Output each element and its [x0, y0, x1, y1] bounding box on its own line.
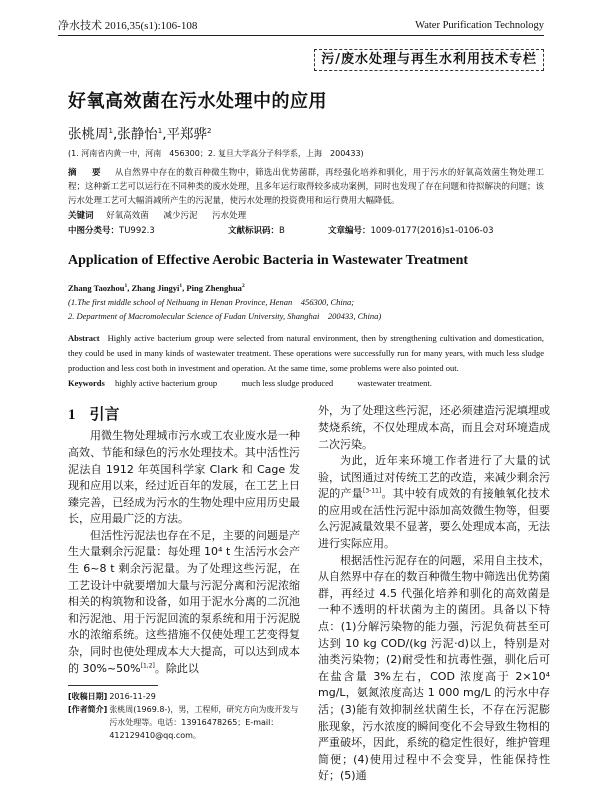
author-sup: 1 [108, 127, 113, 135]
abstract-en [58, 331, 544, 376]
section-heading [68, 403, 300, 426]
citation-ref: [3-11] [363, 487, 382, 495]
paragraph-text: 但活性污泥法也存在不足，主要的问题是产生大量剩余污泥量：每处理 10⁴ t 生活污水会产生 6~8 t 剩余污泥量。为了处理这些污泥，在工艺设计中就要增加大量与污泥分离和污泥浓缩相关的构筑物和设备，如用于泥水分离的二沉池和污泥池、用于污泥回流的泵系统和用于污泥脱水的浓缩系统。这些措施不仅使处理工艺变得复杂，同时也使处理成本大大提高，可以达到成本的 30%~50% [68, 528, 300, 675]
author-sup: 2 [241, 282, 245, 289]
author-bio-label: [作者简介] [68, 705, 108, 715]
author-name-en: Ping Zhenghua [186, 282, 242, 293]
running-header [58, 19, 544, 36]
affiliation-en-line: (1.The first middle school of Neihuang in Henan Province, Henan 456300, China; [68, 297, 355, 308]
doc-code-label: 文献标识码： [228, 225, 280, 236]
authors-cn: 张桃周$^1$,张静怡$^1$,平郑骅$^2$ [68, 126, 212, 143]
keyword-cn: 污水处理 [212, 210, 247, 221]
author-sup: 1 [124, 282, 128, 289]
abstract-en-label: Abstract [68, 333, 100, 344]
body-column-right [318, 403, 550, 785]
paragraph [68, 528, 300, 677]
journal-citation: 净水技术 2016,35(s1):106-108 [58, 20, 198, 32]
author-sup: 1 [179, 282, 183, 289]
citation-ref: [1,2] [140, 661, 155, 669]
classification-line [58, 224, 544, 238]
author-sup: 1 [157, 127, 163, 135]
paragraph [318, 403, 550, 453]
author-name: 张桃周 [68, 126, 109, 143]
keywords-en [58, 376, 544, 391]
clc-label: 中图分类号： [68, 225, 120, 236]
paragraph-tail: 。除此以 [154, 661, 199, 675]
abstract-cn [58, 166, 544, 208]
received-value: 2016-11-29 [109, 692, 156, 702]
paragraph-text: 根据活性污泥存在的问题，采用自主技术，从自然界中存在的数百种微生物中筛选出优势菌群，再经过 4.5 代强化培养和驯化的高效菌是一种不透明的杆状菌为主的菌团。具备以下特点：(1)分解污染物的能力强，污泥负荷甚至可达到 10 kg COD/(kg 污泥·d)以上，特别是对油类污染物；(2)耐受性和抗毒性强，驯化后可在盐含量 3%左右，COD 浓度高于 2×10⁴ mg/L，氨氮浓度高达 1 000 mg/L 的污水中存活；(3)能有效抑制丝状菌生长，不存在污泥膨胀现象，污水浓度的瞬间变化不会导致生物相的严重破坏，因此，系统的稳定性很好，维护管理简便；(4)使用过程中不会变异，性能保持性好；(5)通 [318, 553, 550, 783]
affiliation-en-line: 2. Department of Macromolecular Science of Fudan University, Shanghai 200433, China) [68, 311, 382, 322]
author-bio-value: 张桃周(1969.8-)，男，工程师，研究方向为废开发与污水处理等。电话：13916478265；E-mail：412129410@qq.com。 [109, 705, 299, 741]
body-columns [68, 403, 550, 785]
title-cn: 好氧高效菌在污水处理中的应用 [68, 91, 327, 112]
clc-value: TU992.3 [119, 225, 155, 236]
body-column-left [68, 403, 300, 742]
keyword-en: highly active bacterium group [114, 378, 218, 389]
received-label: [收稿日期] [68, 692, 108, 702]
author-name-en: Zhang Taozhou [68, 282, 125, 293]
article-no-value: 1009-0177(2016)s1-0106-03 [370, 225, 494, 236]
author-name: 平郑骅 [166, 126, 208, 143]
abstract-cn-label: 摘 要 [68, 167, 107, 178]
title-en: Application of Effective Aerobic Bacteria in Wastewater Treatment [68, 252, 469, 268]
journal-name-en: Water Purification Technology [415, 20, 544, 31]
abstract-cn-text: 从自然界中存在的数百种微生物中，筛选出优势菌群，再经强化培养和驯化，用于污水的好氧高效菌生物处理工程；这种新工艺可以运行在不同种类的废水处理，且多年运行取得较多成功案例，同时也发现了存在问题和待拟解决的问题；该污水处理工艺可大幅消减所产生的污泥量，使污水处理的投资费用和运行费用大幅降低。 [68, 167, 545, 206]
footnotes [68, 690, 300, 742]
paragraph [318, 553, 550, 785]
paragraph-text: 外，为了处理这些污泥，还必须建造污泥填埋或焚烧系统，不仅处理成本高，而且会对环境造成二次污染。 [318, 404, 550, 451]
authors-en: Zhang Taozhou$^1$, Zhang Jingyi$^1$, Ping Zhenghua$^2$ [68, 282, 245, 293]
paragraph-tail: 。其中较有成效的有接触氧化技术的应用或在活性污泥中添加高效微生物等，但要么污泥减量效果不显著，要么处理成本高，无法进行实际应用。 [318, 487, 551, 551]
section-number: 1 [68, 407, 76, 424]
column-tag: 污/废水处理与再生水利用技术专栏 [314, 49, 544, 71]
section-title: 引言 [89, 405, 120, 424]
footnote-author [68, 703, 300, 742]
paragraph [318, 453, 550, 553]
paragraph-text: 用微生物处理城市污水或工农业废水是一种高效、节能和绿色的污水处理技术。其中活性污泥法自 1912 年英国科学家 Clark 和 Cage 发现和应用以来，经过近百年的发展，在工艺上日臻完善，已经成为污水的生物处理中应用历史最长，应用最广泛的方法。 [68, 429, 300, 526]
keywords-en-label: Keywords [68, 378, 105, 389]
affiliations-en [58, 295, 544, 323]
keyword-en: wastewater treatment. [357, 378, 432, 389]
keyword-cn: 好氧高效菌 [106, 210, 149, 221]
paragraph-text: 为此，近年来环境工作者进行了大量的试验，试图通过对传统工艺的改造，来减少剩余污泥的产量 [318, 454, 550, 501]
author-sup: 2 [207, 127, 212, 135]
paragraph [68, 428, 300, 528]
doc-code-value: B [279, 225, 285, 236]
keywords-cn [58, 209, 544, 223]
author-name-en: Zhang Jingyi [131, 282, 180, 293]
keyword-cn: 减少污泥 [163, 210, 198, 221]
article-no-label: 文章编号： [328, 225, 371, 236]
author-name: 张静怡 [117, 126, 158, 143]
footnote-received [68, 690, 300, 703]
footnote-divider [68, 685, 158, 686]
abstract-en-text: Highly active bacterium group were selected from natural environment, then by strengthening cultivation and domestication, they could be used in many kinds of wastewater treatment. These operations were successfully run for many years, with much less sludge production and less cost both in investment and operation. At the same time, some problems were also pointed out. [68, 333, 544, 374]
affiliations-cn: (1. 河南省内黄一中，河南 456300；2. 复旦大学高分子科学系，上海 200433) [68, 148, 364, 158]
keywords-cn-label: 关键词 [68, 210, 94, 221]
keyword-en: much less sludge produced [241, 378, 334, 389]
